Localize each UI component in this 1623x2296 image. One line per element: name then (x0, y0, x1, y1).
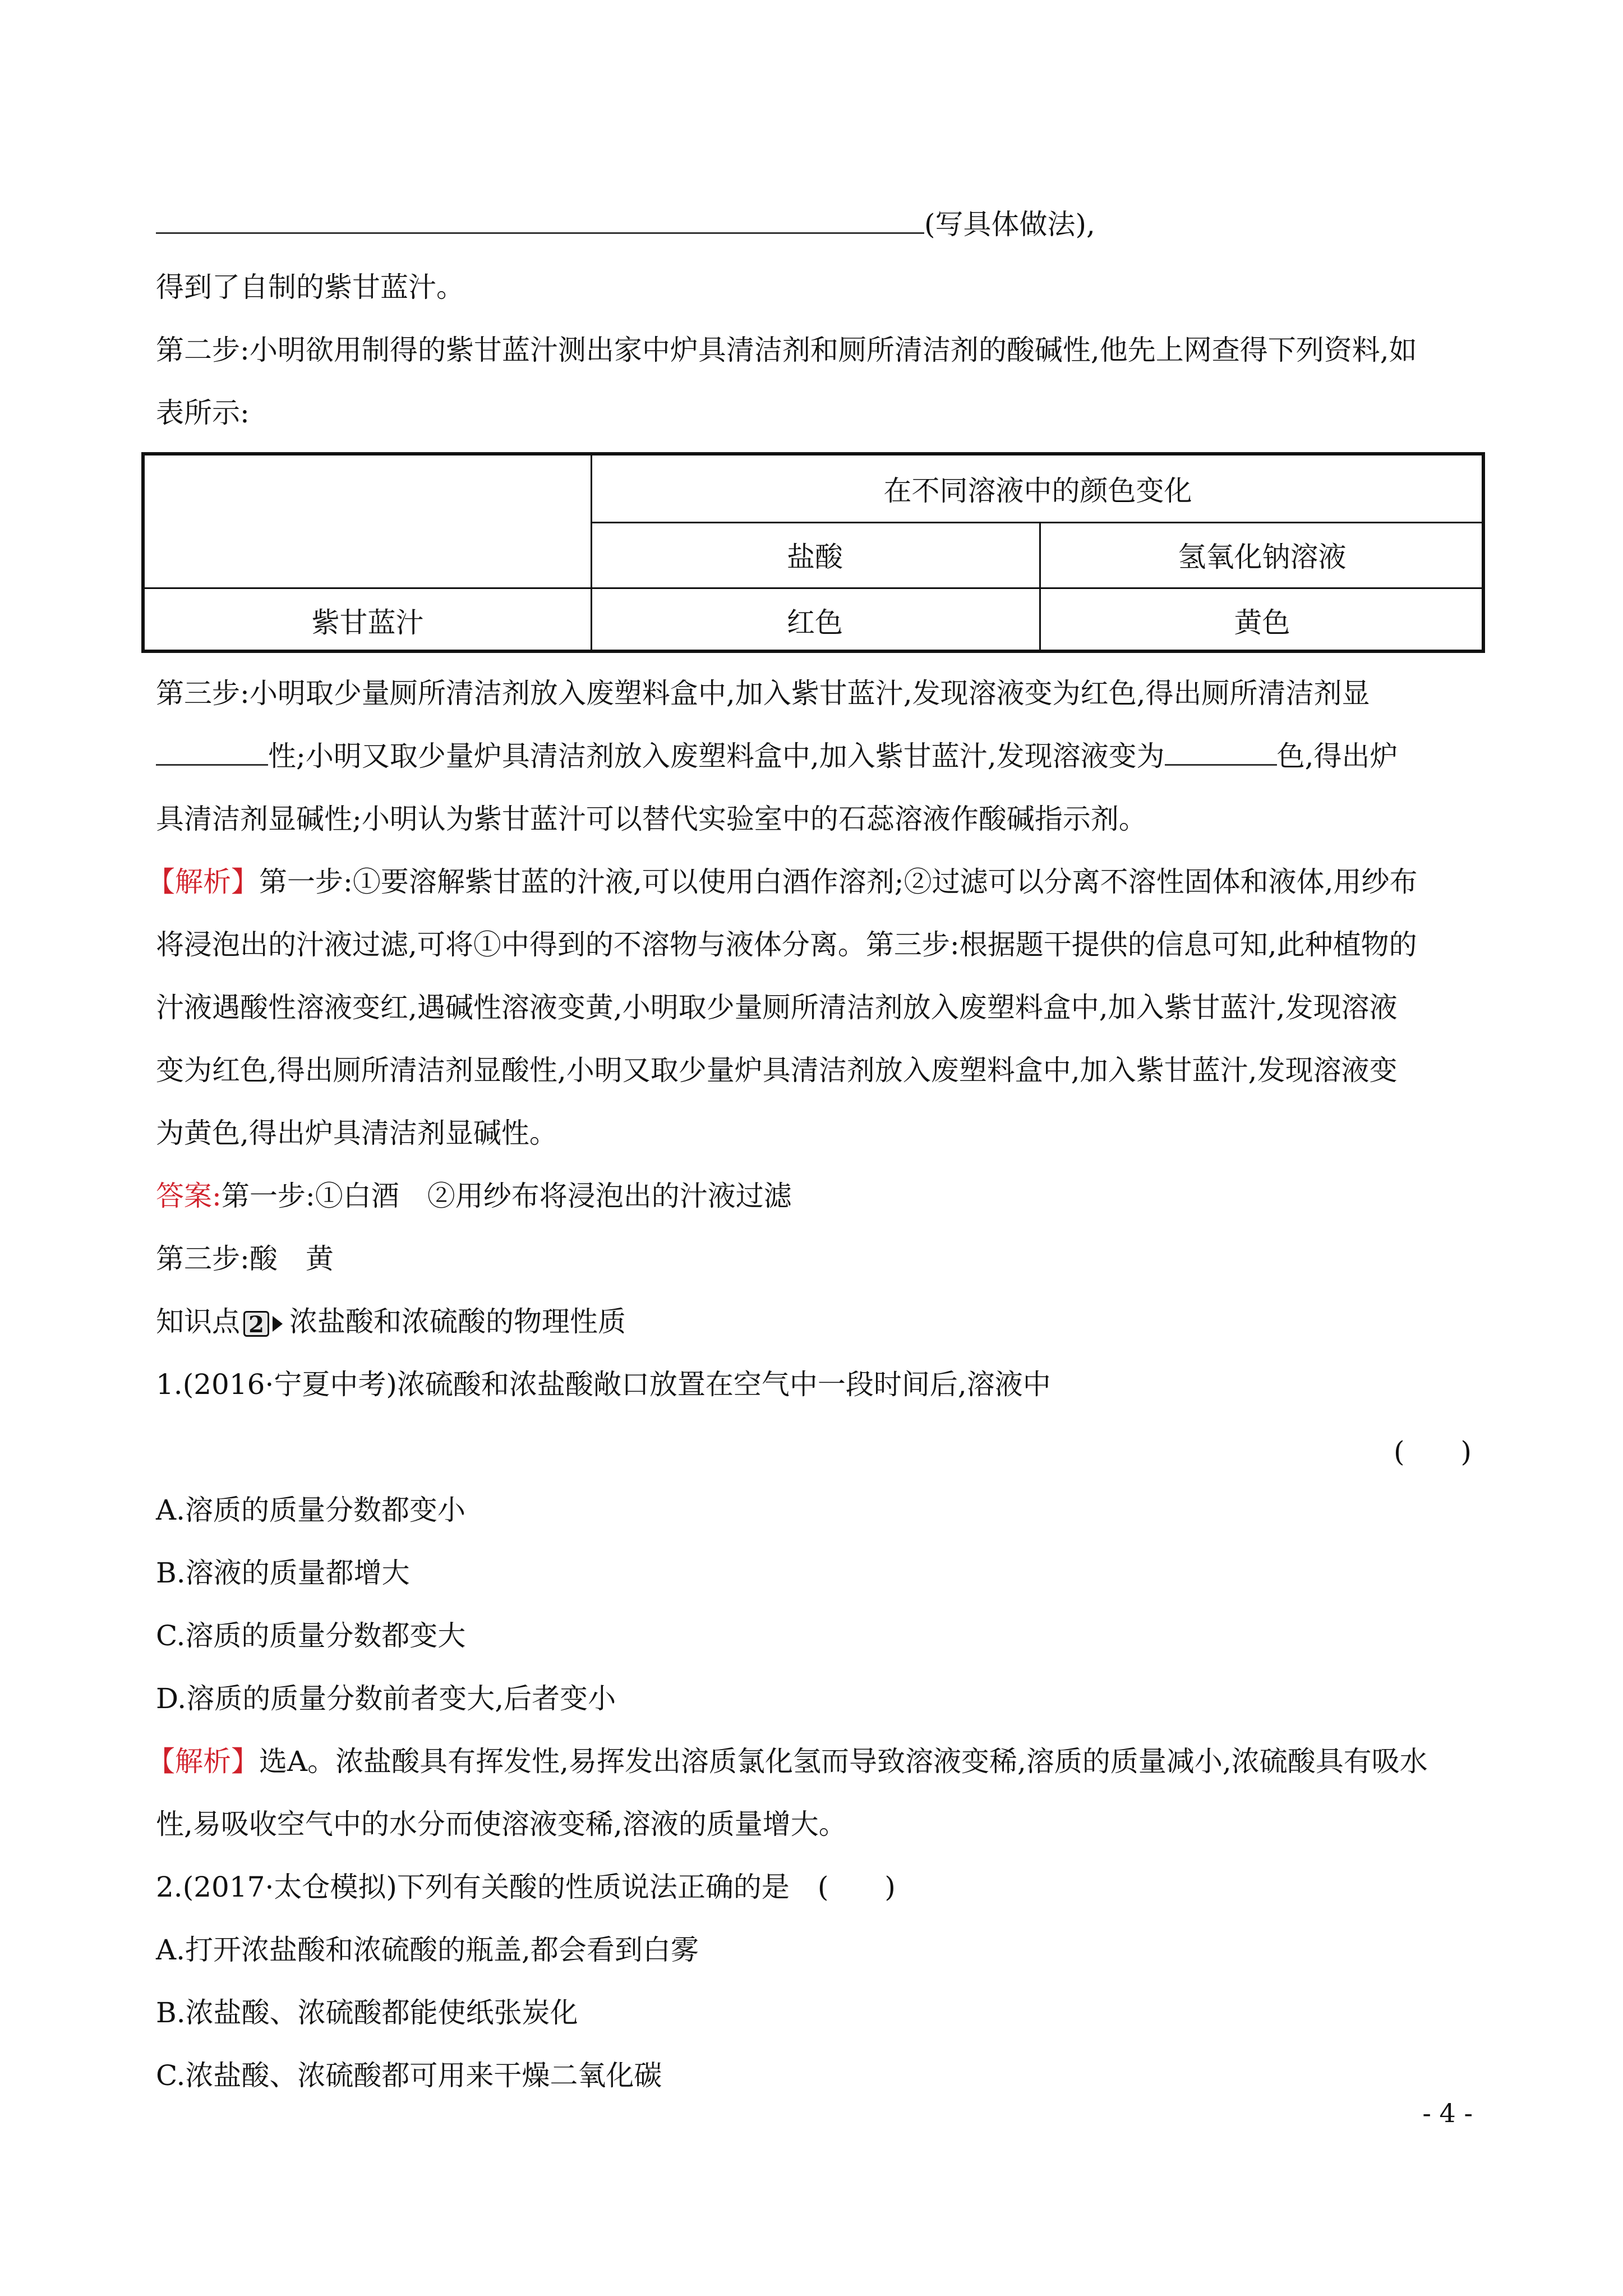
option-b: B.溶液的质量都增大 (156, 1557, 410, 1589)
text-line: 具清洁剂显碱性;小明认为紫甘蓝汁可以替代实验室中的石蕊溶液作酸碱指示剂。 (156, 803, 1147, 835)
option-c: C.浓盐酸、浓硫酸都可用来干燥二氧化碳 (156, 2059, 662, 2092)
question-stem: 1.(2016·宁夏中考)浓硫酸和浓盐酸敞口放置在空气中一段时间后,溶液中 (156, 1368, 1051, 1401)
color-change-table (141, 452, 1485, 653)
analysis-tag: 【解析】 (147, 866, 259, 898)
analysis-text: 第一步:①要溶解紫甘蓝的汁液,可以使用白酒作溶剂;②过滤可以分离不溶性固体和液体,用纱布 (259, 866, 1418, 898)
knowledge-point-title: 浓盐酸和浓硫酸的物理性质 (289, 1305, 626, 1338)
analysis-text: 选A。浓盐酸具有挥发性,易挥发出溶质氯化氢而导致溶液变稀,溶质的质量减小,浓硫酸具有吸水 (259, 1745, 1428, 1778)
blank-suffix: (写具体做法), (924, 208, 1095, 241)
table-row-label: 紫甘蓝汁 (311, 606, 424, 639)
option-b: B.浓盐酸、浓硫酸都能使纸张炭化 (156, 1996, 578, 2029)
option-d: D.溶质的质量分数前者变大,后者变小 (156, 1682, 616, 1715)
option-a: A.溶质的质量分数都变小 (156, 1494, 466, 1526)
fill-blank (1165, 740, 1277, 766)
analysis-line: 为黄色,得出炉具清洁剂显碱性。 (156, 1117, 557, 1149)
analysis-line: 性,易吸收空气中的水分而使溶液变稀,溶液的质量增大。 (156, 1808, 847, 1841)
answer-line (156, 1178, 1477, 1214)
analysis-line: 汁液遇酸性溶液变红,遇碱性溶液变黄,小明取少量厕所清洁剂放入废塑料盒中,加入紫甘蓝汁,发现溶液 (156, 991, 1398, 1024)
text-segment: 性;小明又取少量炉具清洁剂放入废塑料盒中,加入紫甘蓝汁,发现溶液变为 (268, 740, 1165, 772)
knowledge-point-number: 2 (243, 1311, 269, 1337)
analysis-line: 将浸泡出的汁液过滤,可将①中得到的不溶物与液体分离。第三步:根据题干提供的信息可知,此种植物的 (156, 928, 1417, 961)
answer-text: 第一步:①白酒 ②用纱布将浸泡出的汁液过滤 (221, 1180, 792, 1212)
table-col-header: 盐酸 (787, 540, 843, 573)
text-line: 第三步:小明取少量厕所清洁剂放入废塑料盒中,加入紫甘蓝汁,发现溶液变为红色,得出厕所清洁剂显 (156, 677, 1370, 710)
analysis-tag: 【解析】 (147, 1745, 259, 1778)
option-c: C.溶质的质量分数都变大 (156, 1619, 466, 1652)
analysis-line (147, 1743, 1477, 1779)
question-stem: 2.(2017·太仓模拟)下列有关酸的性质说法正确的是 ( ) (156, 1871, 896, 1903)
knowledge-point-heading (156, 1304, 1477, 1340)
text-line: 得到了自制的紫甘蓝汁。 (156, 271, 464, 303)
triangle-arrow-icon (273, 1316, 283, 1332)
fill-blank (156, 740, 268, 766)
analysis-line (147, 864, 1477, 900)
text-segment: 色,得出炉 (1276, 740, 1398, 772)
option-a: A.打开浓盐酸和浓硫酸的瓶盖,都会看到白雾 (156, 1934, 699, 1966)
page-number: - 4 - (1422, 2098, 1473, 2128)
answer-line: 第三步:酸 黄 (156, 1243, 334, 1275)
table-col-header: 氢氧化钠溶液 (1178, 540, 1347, 573)
table-header-span: 在不同溶液中的颜色变化 (883, 475, 1192, 507)
table-cell: 红色 (787, 606, 843, 639)
blank-answer-line (156, 206, 1477, 242)
text-line: 第二步:小明欲用制得的紫甘蓝汁测出家中炉具清洁剂和厕所清洁剂的酸碱性,他先上网查得下列资料,如 (156, 334, 1417, 366)
answer-tag: 答案: (156, 1180, 222, 1212)
text-line (156, 738, 1477, 774)
table-cell: 黄色 (1234, 606, 1290, 639)
answer-paren: ( ) (1393, 1435, 1472, 1468)
knowledge-point-prefix: 知识点 (156, 1305, 240, 1338)
text-line: 表所示: (156, 397, 250, 429)
fill-blank (156, 209, 924, 234)
analysis-line: 变为红色,得出厕所清洁剂显酸性,小明又取少量炉具清洁剂放入废塑料盒中,加入紫甘蓝汁,发现溶液变 (156, 1054, 1398, 1087)
